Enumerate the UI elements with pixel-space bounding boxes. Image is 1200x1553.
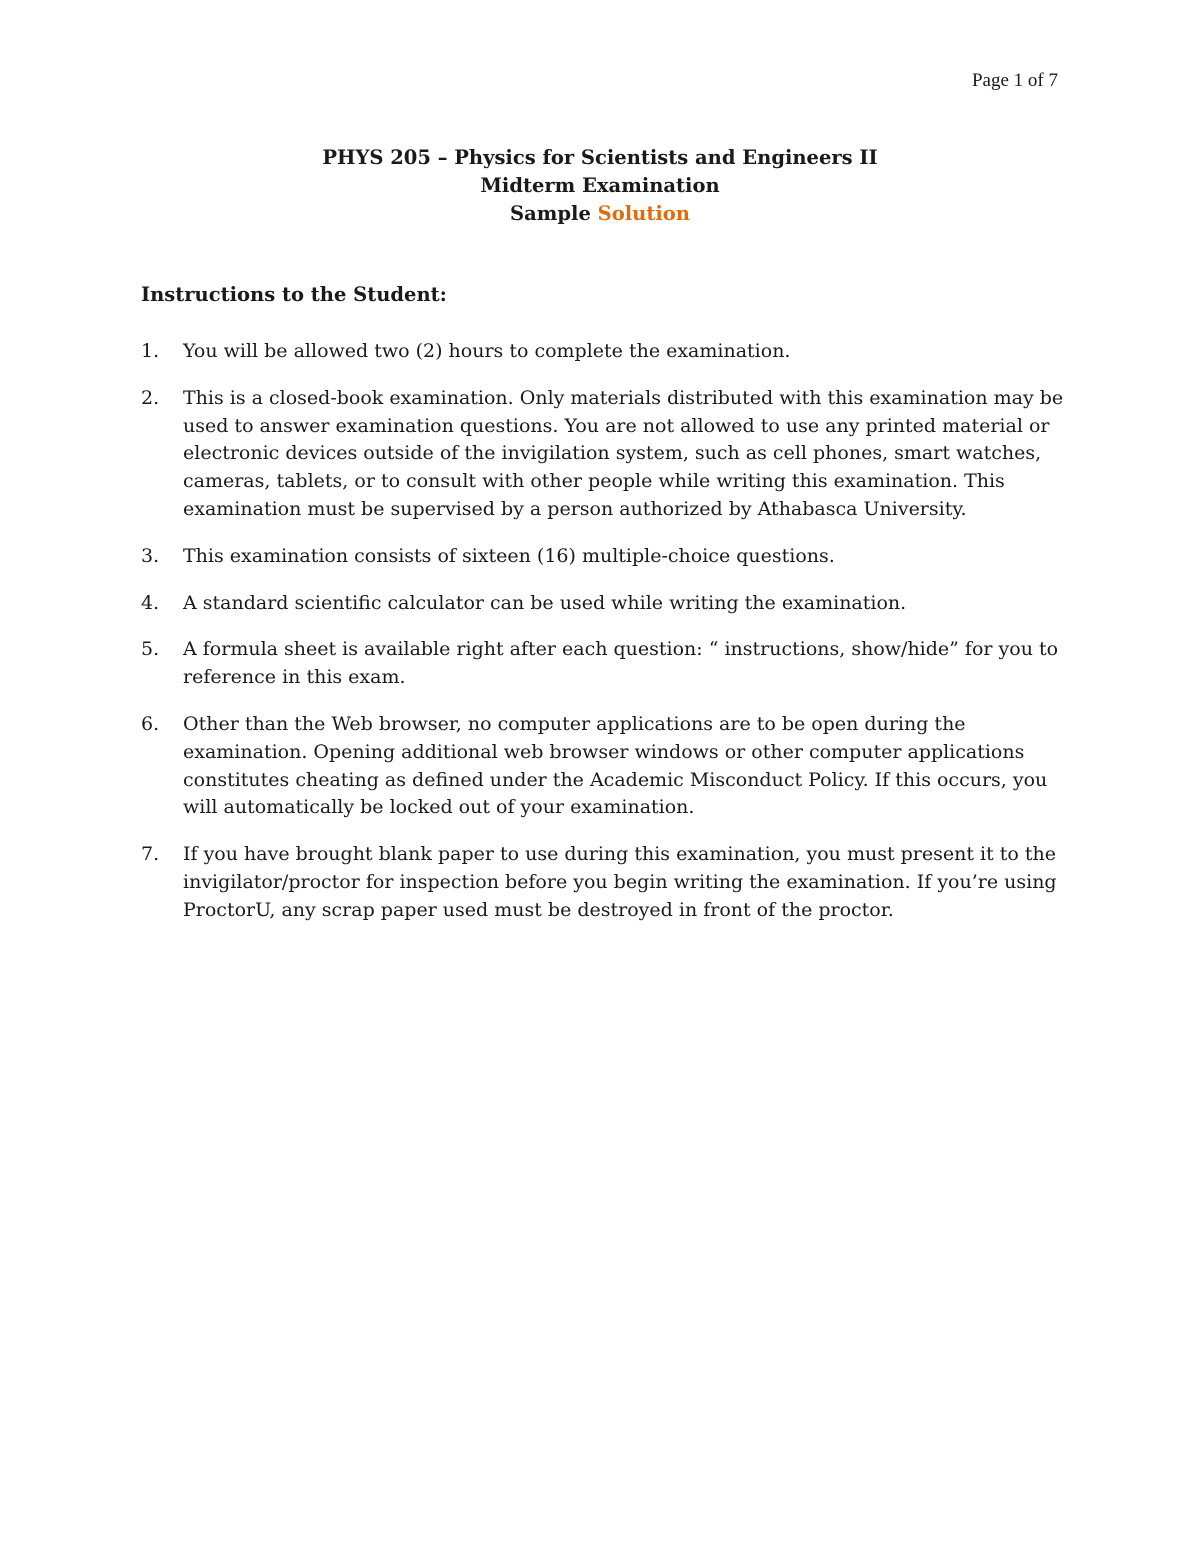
list-item-text: You will be allowed two (2) hours to complete the examination.	[183, 340, 791, 362]
subtitle-sample: Sample	[510, 202, 591, 225]
subtitle-solution: Solution	[597, 202, 690, 225]
list-item	[141, 385, 1071, 524]
list-item-number: 3.	[141, 544, 160, 567]
list-item-text: A standard scientific calculator can be used while writing the examination.	[183, 591, 907, 614]
list-item-text: This is a closed-book examination. Only materials distributed with this examination may be used to answer examination questions. You are not allowed to use any printed material or electronic devices outside of the invigilation system, such as cell phones, smart watches, cameras, tablets, or to consult with other people while writing this examination. This examination must be supervised by a person authorized by Athabasca University.	[183, 386, 1064, 520]
instruction-list	[141, 338, 1071, 944]
list-item-number: 4.	[141, 591, 160, 614]
list-item-number: 2.	[141, 386, 160, 409]
list-item-number: 1.	[141, 340, 160, 362]
solution-subtitle	[0, 200, 1200, 228]
list-item-text: A formula sheet is available right after each question: “ instructions, show/hide” for you to reference in this exam.	[183, 638, 1059, 689]
list-item-text: This examination consists of sixteen (16) multiple-choice questions.	[183, 544, 835, 567]
instructions-heading: Instructions to the Student:	[141, 283, 447, 306]
list-item	[141, 543, 1071, 571]
list-item	[141, 590, 1071, 618]
list-item	[141, 636, 1071, 692]
list-item	[141, 841, 1071, 924]
list-item-text: Other than the Web browser, no computer applications are to be open during the examination. Opening additional web browser windows or other computer applications constitutes cheating as defined under the Academic Misconduct Policy. If this occurs, you will automatically be locked out of your examination.	[183, 712, 1048, 819]
list-item	[141, 711, 1071, 822]
list-item-text: If you have brought blank paper to use during this examination, you must present it to the invigilator/proctor for inspection before you begin writing the examination. If you’re using ProctorU, any scrap paper used must be destroyed in front of the proctor.	[183, 843, 1057, 921]
course-title: PHYS 205 – Physics for Scientists and Engineers II	[322, 146, 878, 169]
list-item-number: 6.	[141, 712, 160, 735]
title-block	[0, 144, 1200, 228]
list-item	[141, 338, 1071, 366]
list-item-number: 5.	[141, 638, 160, 661]
page-number: Page 1 of 7	[971, 70, 1058, 91]
exam-title: Midterm Examination	[480, 174, 720, 197]
list-item-number: 7.	[141, 843, 160, 866]
